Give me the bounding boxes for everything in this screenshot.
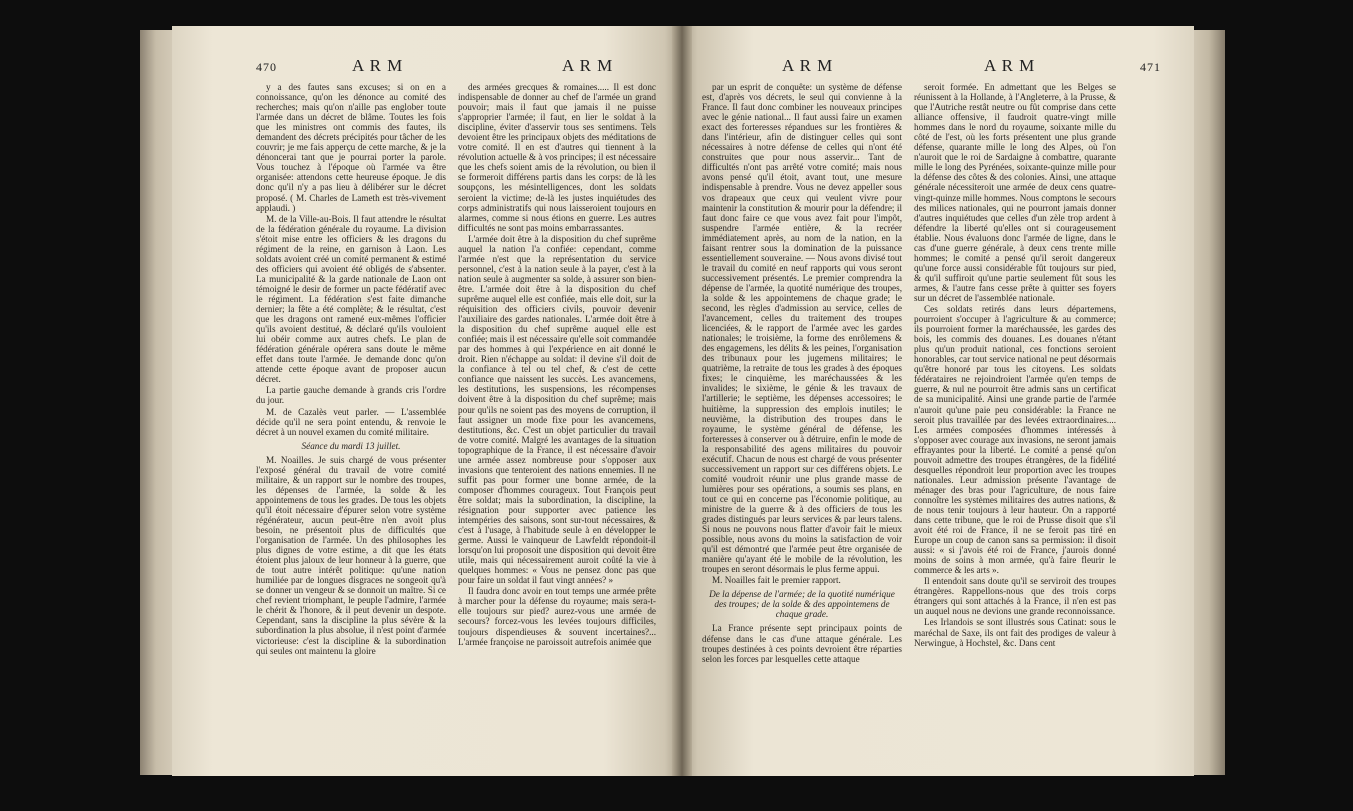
left-page-column-1	[256, 82, 446, 770]
running-head-left-2: A R M	[562, 56, 614, 75]
running-head-left: A R M	[352, 56, 404, 75]
session-heading: Séance du mardi 13 juillet.	[301, 440, 401, 451]
paragraph: Les Irlandois se sont illustrés sous Catinat: sous le maréchal de Saxe, ils ont fait des prodiges de valeur à Nerwingue, à Hochstel, &c. Dans cent	[914, 617, 1116, 648]
paragraph: M. Noailles. Je suis chargé de vous présenter l'exposé général du travail de votre comité militaire, & un rapport sur le nombre des troupes, les dépenses de l'armée, la solde & les appointemens de tous les grades. De tous les objets qu'il étoit nécessaire d'épurer selon votre système régénérateur, aucun peut-être n'en avoit plus besoin, ne présentoit plus de difficultés que l'organisation de l'armée. Un des philosophes les plus dignes de votre estime, a dit que les états étoient plus jaloux de leur honneur à la guerre, que de tout autre intérêt politique: qu'une nation humiliée par de longues disgraces ne songeoit qu'à se donner un vengeur & se donnoit un maître. Si ce chef revient triomphant, le peuple l'admire, l'armée le chérit & l'honore, & il peut devenir un despote. Cependant, sans la discipline la plus sévère & la subordination la plus absolue, il n'est point d'armée victorieuse: c'est la discipline & la subordination qui seules ont maintenu la gloire	[256, 454, 446, 656]
right-page-column-2	[914, 82, 1116, 770]
paragraph: M. Noailles fait le premier rapport.	[712, 575, 841, 586]
page-number-left: 470	[256, 60, 277, 74]
paragraph: M. de Cazalès veut parler. — L'assemblée décide qu'il ne sera point entendu, & renvoie le décret à un nouvel examen du comité militaire.	[256, 406, 446, 437]
section-heading: De la dépense de l'armée; de la quotité numérique des troupes; de la solde & des appointemens de chaque grade.	[709, 589, 895, 620]
paragraph: y a des fautes sans excuses; si on en a connoissance, qu'on les dénonce au comité des recherches; mais qu'on n'aille pas englober toute l'armée dans un décret de blâme. Toutes les fois que les ministres ont commis des fautes, ils demandent des décrets précipités pour tâcher de les couvrir; je me fais apperçu de cette marche, & je la dénoncerai tant que je pourrai porter la parole. Vous touchez à l'époque où l'armée va être organisée: attendons cette heureuse époque. Je dis donc qu'il n'y a pas lieu à délibérer sur le décret proposé. ( M. Charles de Lameth est très-vivement applaudi. )	[256, 82, 446, 213]
right-page	[682, 26, 1194, 776]
page-number-right: 471	[1140, 60, 1161, 74]
paragraph: La France présente sept principaux points de défense dans le cas d'une attaque générale. Les troupes destinées à ces points devroient être réparties selon les forces par lesquelles cette attaque	[702, 623, 902, 664]
book-gutter	[672, 26, 692, 776]
paragraph: Il faudra donc avoir en tout temps une armée prête à marcher pour la défense du royaume; mais sera-t-elle toujours sur pied? aurez-vous une armée de secours? forcez-vous les levées toujours difficiles, toujours dispendieuses & souvent incertaines?... L'armée françoise ne paroissoit autrefois animée que	[458, 586, 656, 647]
paragraph: Il entendoit sans doute qu'il se serviroit des troupes étrangères. Rappellons-nous que des trois corps étrangers qui sont attachés à la France, il n'en est pas un auquel nous ne devions une grande reconnoissance.	[914, 576, 1116, 617]
running-head-right: A R M	[984, 56, 1036, 75]
paragraph: des armées grecques & romaines..... Il est donc indispensable de donner au chef de l'armée un grand pouvoir; mais il faut que jamais il ne puisse s'approprier l'armée; il faut, en lier le soldat à la discipline, éviter d'asservir tous ses sentimens. Tels devoient être les principaux objets des méditations de votre comité. Il en est d'autres qui tiennent à la révolution actuelle & à vos principes; il est nécessaire que les chefs soient amis de la révolution, ou bien il se formeroit différens partis dans les corps: de là les soupçons, les mésintelligences, dont les soldats seroient la victime; de-là les justes inquiétudes des corps administratifs qui nous laisseroient toujours en alarmes, comme si nous étions en guerre. Les autres difficultés ne sont pas moins embarrassantes.	[458, 82, 656, 233]
left-page	[172, 26, 680, 776]
left-page-column-2	[458, 82, 656, 770]
right-page-column-1	[702, 82, 902, 770]
paragraph: L'armée doit être à la disposition du chef suprême auquel la nation l'a confiée: cependant, comme l'armée n'est que la représentation du service personnel, c'est à la nation seule à la payer, c'est à la nation seule à augmenter sa solde, à assurer son bien-être. L'armée doit être à la disposition du chef suprême auquel elle est confiée, mais elle doit, sur la réquisition des officiers civils, pouvoir devenir l'auxiliaire des gardes nationales. L'armée doit être à la disposition du chef suprême auquel elle est confiée; mais il est nécessaire qu'elle soit commandée par des hommes à qui l'expérience en ait donné le droit. Rien n'échappe au soldat: il devine s'il doit de la confiance à tel ou tel chef, & c'est de cette confiance que naissent les succès. Les avancemens, les destitutions, les suspensions, les récompenses doivent être à la disposition du chef suprême; mais pour qu'ils ne soient pas des moyens de corruption, il faut assigner un mode fixe pour les avancemens, destitutions, &c. C'est un objet particulier du travail de votre comité. Malgré les avantages de la situation topographique de la France, il est nécessaire d'avoir une armée assez nombreuse pour s'opposer aux invasions que tenteroient des nations ennemies. Il ne suffit pas pour former une bonne armée, de la composer d'hommes courageux. Tout François peut être soldat; mais la subordination, la discipline, la résignation pour supporter avec patience les intempéries des saisons, sont sur-tout nécessaires, & c'est à l'usage, à l'habitude seule à en développer le germe. Aussi le vainqueur de Lawfeldt répondoit-il lorsqu'on lui proposoit une disposition qui devoit être utile, mais qui nécessairement auroit coûté la vie à quelques hommes: « Vous ne pensez donc pas que pour faire un soldat il faut vingt années? »	[458, 233, 656, 586]
paragraph: La partie gauche demande à grands cris l'ordre du jour.	[256, 385, 446, 406]
paragraph: M. de la Ville-au-Bois. Il faut attendre le résultat de la fédération générale du royaume. La division s'étoit mise entre les officiers & les dragons du régiment de la reine, en garnison à Laon. Les soldats avoient créé un comité permanent & estimé des officiers qui avoient été obligés de s'absenter. La municipalité & la garde nationale de Laon ont témoigné le desir de former un pacte fédératif avec le régiment. La fédération s'est faite dimanche dernier; la fête a été complète; & le résultat, c'est que les dragons ont ramené eux-mêmes l'officier qu'ils avoient destitué, & déclaré qu'ils vouloient lui obéir comme aux autres chefs. Le plan de fédération générale opérera sans doute le même effet dans toute l'armée. Je demande donc qu'on attende cette époque avant de proposer aucun décret.	[256, 213, 446, 385]
running-head-right-1: A R M	[782, 56, 834, 75]
paragraph: Ces soldats retirés dans leurs départemens, pourroient s'occuper à l'agriculture & au commerce; ils pourroient former la maréchaussée, les gardes des bois, les commis des douanes. Les douanes n'étant plus qu'un produit national, ces fonctions seroient honorables, car tout service national ne peut désormais qu'être honoré par tous les citoyens. Les soldats fédérataires ne rejoindroient l'armée qu'en temps de guerre, & nul ne pourroit être admis sans un certificat de sa municipalité. Ainsi une grande partie de l'armée n'auroit qu'une paie peu considérable: la France ne seroit plus travaillée par des levées extraordinaires.... Les armées composées d'hommes intéressés à s'opposer avec courage aux invasions, ne seront jamais effrayantes pour la liberté. Le comité a pensé qu'on pouvoit admettre des troupes étrangères, de la fidélité desquelles répondroit leur proportion avec les troupes nationales. Leur admission présente l'avantage de ménager des bras pour l'agriculture, de nous faire connoître les systèmes militaires des autres nations, & de nous tenir toujours à leur hauteur. On a rapporté dans cette tribune, que le roi de Prusse disoit que s'il avoit été roi de France, il ne se feroit pas tiré en Europe un coup de canon sans sa permission: il disoit aussi: « si j'avois été roi de France, j'aurois donné moins de soins à mon armée, qu'à faire fleurir le commerce & les arts ».	[914, 304, 1116, 576]
paragraph: par un esprit de conquête: un système de défense est, d'après vos décrets, le seul qui convienne à la France. Il faut donc combiner les nouveaux principes avec le génie national... Il faut aussi faire un examen exact des forteresses répandues sur les frontières & dans l'intérieur, afin de distinguer celles qui sont nécessaires à notre défense de celles qui n'ont été construites que pour nous asservir... Tant de difficultés n'ont pas arrêté votre comité; mais nous avons pensé qu'il étoit, avant tout, une mesure indispensable à prendre. Vous ne devez appeller sous vos drapeaux que ceux qui veulent vivre pour maintenir la constitution & mourir pour la défendre; il faut donc faire ce que vous avez fait pour l'impôt, suspendre l'armée entière, & la recréer immédiatement après, au nom de la nation, en la faisant rentrer sous la domination de la puissance essentiellement souveraine. — Nous avons divisé tout le travail du comité en neuf rapports qui vous seront successivement présentés. Le premier comprendra la dépense de l'armée, la quotité numérique des troupes, la solde & les appointemens de chaque grade; le second, les règles d'admission au service, celles de l'avancement, celles du traitement des troupes licenciées, & le rapport de l'armée avec les gardes nationales; le troisième, la forme des enrôlemens & des engagemens, les délits & les peines, l'organisation des tribunaux pour les jugemens militaires; le quatrième, la retraite de tous les grades à des époques fixes; le cinquième, les maréchaussées & les invalides; le sixième, le génie & les travaux de l'artillerie; le septième, les dépenses accessoires; le huitième, la suppression des emplois inutiles; le neuvième, la distribution des troupes dans le royaume, le système général de défense, les forteresses à conserver ou à détruire, enfin le mode de la responsabilité des agens militaires du pouvoir exécutif. Chacun de nous est chargé de vous présenter successivement un rapport sur ces différens objets. Le comité voudroit réunir une plus grande masse de lumières pour ses opérations, a soumis ses plans, en tout ce qui en concerne pas l'économie politique, au ministre de la guerre & à des officiers de tous les grades distingués par leurs services & par leurs talens. Si nous ne pouvons nous flatter d'avoir fait le mieux possible, nous avons du moins la satisfaction de voir qu'il est démontré que l'armée peut être organisée de manière qu'ayant été le mobile de la révolution, les troupes en seront désormais le plus ferme appui.	[702, 82, 902, 575]
paragraph: seroit formée. En admettant que les Belges se réunissent à la Hollande, à l'Angleterre, à la Prusse, & que l'Autriche restât neutre ou fût comprise dans cette alliance offensive, il faudroit quatre-vingt mille hommes dans le nord du royaume, soixante mille du côté de l'est, où les forts présentent une plus grande défense, quarante mille le long des Alpes, où l'on n'auroit que le roi de Sardaigne à combattre, quarante mille le long des Pyrénées, soixante-quinze mille pour la défense des côtes & des colonies. Ainsi, une attaque générale nécessiteroit une armée de deux cens quatre-vingt-quinze mille hommes. Nous comptons le secours des milices nationales, qui ne pourront jamais donner d'autres inquiétudes que celles d'un zèle trop ardent à défendre la liberté qu'elles ont si courageusement établie. Nous évaluons donc l'armée de ligne, dans le cas d'une guerre générale, à deux cens trente mille hommes; le comité a pensé qu'il seroit dangereux qu'une force aussi considérable fût toujours sur pied, & qu'il suffiroit qu'une partie seulement fût sous les armes, & l'autre fans cesse prête à quitter ses foyers sur un décret de l'assemblée nationale.	[914, 82, 1116, 303]
